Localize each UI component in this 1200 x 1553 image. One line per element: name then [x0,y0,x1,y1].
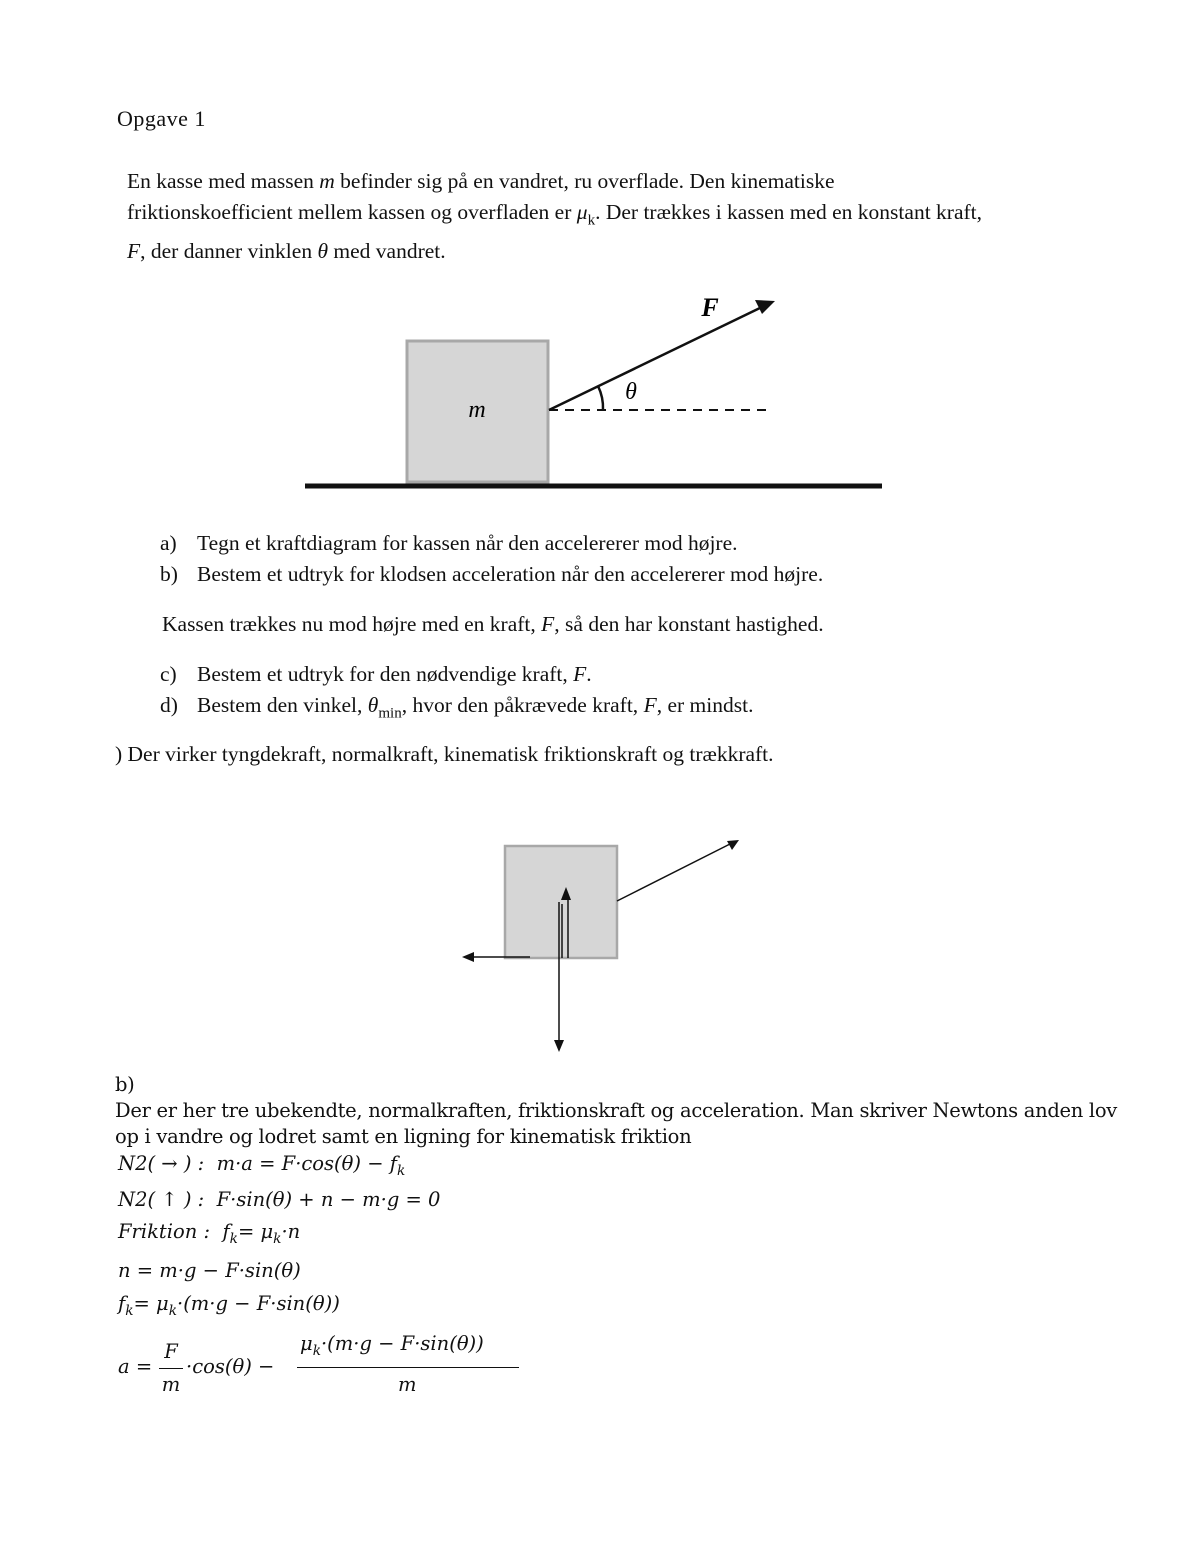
angle-label: θ [625,379,637,405]
questions-ab [160,531,1060,593]
question-c: c) Bestem et udtryk for den nødvendige kraft, F. [160,662,592,686]
answer-b-line1: Der er her tre ubekendte, normalkraften, friktionskraft og acceleration. Man skriver Newtons anden lov [115,1099,1118,1122]
fraction-1-denominator: m [161,1373,181,1396]
problem-figure [0,0,1200,520]
fraction-2-denominator: m [398,1373,417,1396]
force-arrow-head [755,300,775,314]
question-d: d) Bestem den vinkel, $\theta_{min}$, hvor den påkrævede kraft, F, er mindst. [160,693,754,722]
answer-a: ) Der virker tyngdekraft, normalkraft, kinematisk friktionskraft og trækkraft. [115,742,774,766]
force-arrow-shaft [549,307,762,410]
equation-acceleration-lhs: a = [118,1355,153,1378]
middle-text: Kassen trækkes nu mod højre med en kraft, F, så den har konstant hastighed. [162,612,824,636]
fraction-2-bar [297,1367,519,1368]
answer-b [115,1072,1117,1150]
task-heading: Opgave 1 [117,106,206,131]
gravity-arrowhead [554,1040,564,1052]
task-intro: En kasse med massen m befinder sig på en vandret, ru overflade. Den kinematiske friktionskoefficient mellem kassen og overfladen er $\mu_k$. Der trækkes i kassen med en konstant kraft, F, der danner vinklen θ med vandret. [127,169,982,264]
answer-b-label: b) [115,1073,135,1096]
angle-arc [598,386,603,410]
fraction-1-numerator: F [164,1340,178,1363]
equation-n2-horizontal: N2( → ) : $m\cdot a = F\cdot\cos(\theta) - f_k$ [118,1152,406,1179]
mass-label: m [468,397,486,423]
friction-arrowhead [462,952,474,962]
fraction-2-numerator: $\mu_k\cdot(m\cdot g - F\cdot\sin(\theta))$ [300,1332,484,1359]
pull-force-arrow [617,844,730,901]
equation-friction-substituted: $f_k= \mu_k\cdot(m\cdot g - F\cdot\sin(\theta))$ [118,1292,340,1319]
answer-b-line2: op i vandre og lodret samt en ligning for kinematisk friktion [115,1125,692,1148]
question-b: b) Bestem et udtryk for klodsen acceleration når den accelererer mod højre. [160,562,824,586]
box [505,846,617,958]
questions-cd [160,662,1060,724]
equation-friction: Friktion : $f_k= \mu_k\cdot n$ [118,1220,301,1247]
equation-acceleration-middle: ·cos(θ) − [186,1355,275,1378]
force-diagram [0,820,1200,1070]
fraction-1-bar [159,1368,183,1369]
force-label: F [701,293,719,322]
equation-normal-force: n = m·g − F·sin(θ) [118,1259,301,1282]
equation-n2-vertical: N2( ↑ ) : F·sin(θ) + n − m·g = 0 [118,1188,441,1211]
question-a: a) Tegn et kraftdiagram for kassen når den accelererer mod højre. [160,531,738,555]
